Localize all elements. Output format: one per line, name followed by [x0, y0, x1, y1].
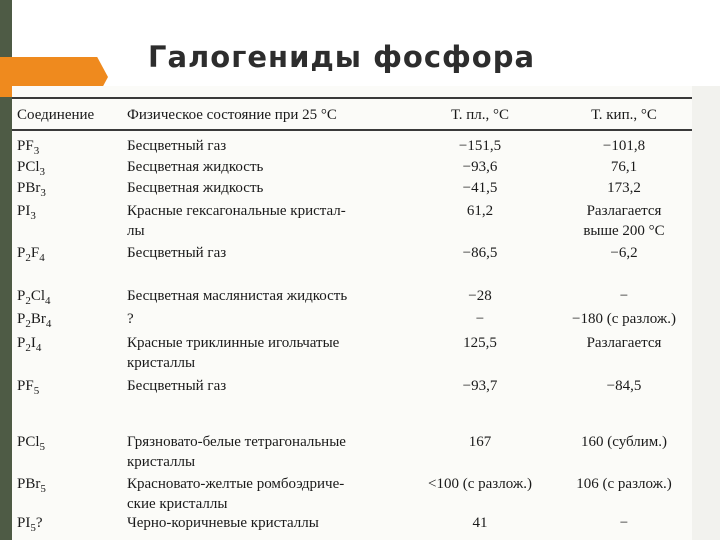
cell-boiling-point: − — [619, 288, 629, 304]
cell-melting-point: <100 (с разлож.) — [428, 476, 532, 492]
cell-melting-point: −93,7 — [462, 378, 498, 394]
cell-state: Бесцветная маслянистая жидкость — [127, 288, 348, 304]
cell-melting-point: 125,5 — [463, 335, 497, 351]
cell-compound: $P_2I_4$ — [17, 335, 42, 354]
cell-compound: PBr$_3$ — [17, 180, 46, 199]
table-top-rule — [12, 97, 692, 99]
cell-state: Бесцветный газ — [127, 245, 227, 261]
cell-boiling-point: − — [619, 515, 629, 531]
cell-melting-point: −41,5 — [462, 180, 498, 196]
cell-compound: $PI_3$ — [17, 203, 36, 222]
cell-boiling-point: Разлагается выше 200 °C — [583, 203, 665, 239]
cell-state: Красные гексагональные кристал- лы — [127, 203, 346, 239]
cell-melting-point: − — [475, 311, 485, 327]
cell-melting-point: −28 — [468, 288, 492, 304]
cell-state: Бесцветная жидкость — [127, 180, 264, 196]
cell-boiling-point: 173,2 — [607, 180, 641, 196]
cell-compound: $P_2F_4$ — [17, 245, 45, 264]
cell-compound: PCl$_3$ — [17, 159, 46, 178]
cell-boiling-point: 160 (сублим.) — [580, 434, 667, 450]
cell-melting-point: −151,5 — [458, 138, 502, 154]
cell-boiling-point: −180 (с разлож.) — [572, 311, 676, 327]
cell-boiling-point: −101,8 — [602, 138, 646, 154]
cell-state: Бесцветный газ — [127, 378, 227, 394]
cell-melting-point: 61,2 — [466, 203, 494, 219]
cell-state: Красные триклинные игольчатые кристаллы — [127, 335, 340, 371]
cell-state: ? — [127, 311, 134, 327]
cell-boiling-point: Разлагается — [586, 335, 662, 351]
cell-melting-point: 167 — [468, 434, 492, 450]
cell-compound: PCl$_5$ — [17, 434, 46, 453]
cell-melting-point: 41 — [472, 515, 488, 531]
cell-compound: $PF_3$ — [17, 138, 40, 157]
cell-boiling-point: 106 (с разлож.) — [576, 476, 672, 492]
scan-margin — [692, 86, 720, 540]
slide-title: Галогениды фосфора — [148, 40, 536, 74]
cell-compound: $PI_5$? — [17, 515, 43, 534]
cell-boiling-point: −84,5 — [606, 378, 642, 394]
cell-melting-point: −86,5 — [462, 245, 498, 261]
header-state: Физическое состояние при 25 °C — [127, 107, 337, 123]
header-compound: Соединение — [17, 107, 95, 123]
cell-boiling-point: 76,1 — [610, 159, 638, 175]
header-boiling-point: Т. кип., °C — [591, 107, 657, 123]
cell-state: Красновато-желтые ромбоэдриче- ские кристаллы — [127, 476, 345, 512]
cell-state: Грязновато-белые тетрагональные кристаллы — [127, 434, 346, 470]
cell-state: Бесцветная жидкость — [127, 159, 264, 175]
cell-melting-point: −93,6 — [462, 159, 498, 175]
cell-compound: $P_2Cl_4$ — [17, 288, 51, 307]
cell-compound: PBr$_5$ — [17, 476, 46, 495]
header-melting-point: Т. пл., °C — [451, 107, 509, 123]
cell-compound: $PF_5$ — [17, 378, 40, 397]
cell-state: Черно-коричневые кристаллы — [127, 515, 319, 531]
cell-state: Бесцветный газ — [127, 138, 227, 154]
table-header-rule — [12, 129, 692, 131]
cell-compound: $P_2Br_4$ — [17, 311, 52, 330]
cell-boiling-point: −6,2 — [610, 245, 638, 261]
